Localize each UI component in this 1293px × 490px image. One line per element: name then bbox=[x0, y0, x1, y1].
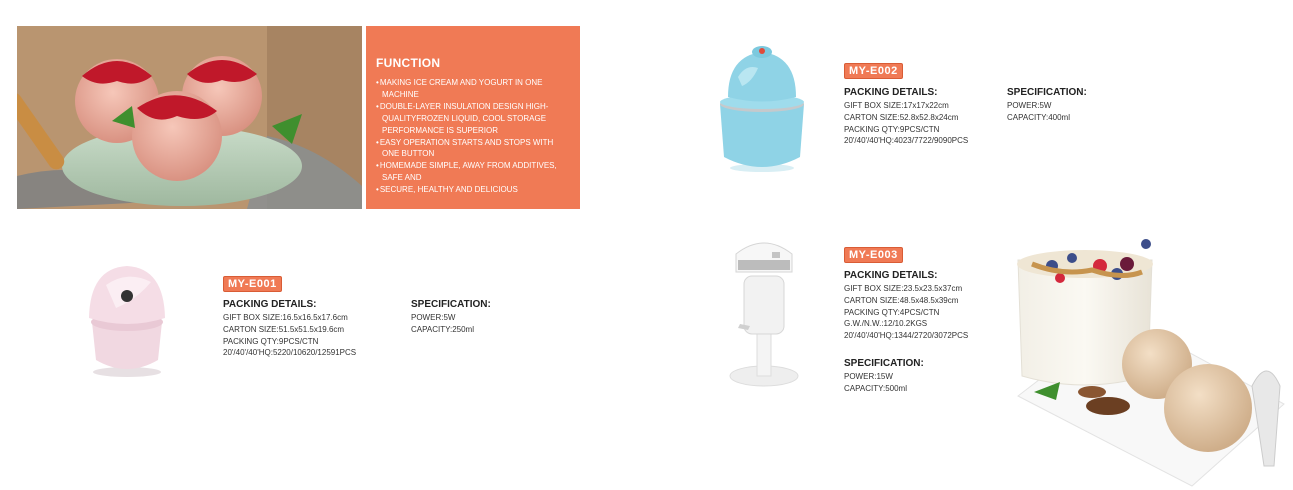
packing-line: CARTON SIZE:52.8x52.8x24cm bbox=[844, 112, 959, 122]
packing-details-heading: PACKING DETAILS: bbox=[223, 299, 317, 310]
spec-line: POWER:5W bbox=[1007, 101, 1052, 110]
packing-line: CARTON SIZE:51.5x51.5x19.6cm bbox=[223, 324, 345, 334]
function-panel bbox=[366, 26, 580, 209]
spec-line: POWER:15W bbox=[844, 372, 893, 381]
packing-line: GIFT BOX SIZE:23.5x23.5x37cm bbox=[844, 284, 963, 293]
packing-line: 20'/40'/40'HQ:4023/7722/9090PCS bbox=[844, 136, 969, 146]
packing-line: 20'/40'/40'HQ:5220/10620/12591PCS bbox=[223, 348, 357, 358]
packing-details-e002 bbox=[844, 87, 1004, 147]
specification-e003 bbox=[844, 358, 964, 395]
function-item: • MAKING ICE CREAM AND YOGURT IN ONE MACHINE bbox=[376, 77, 570, 101]
function-title: FUNCTION bbox=[376, 56, 441, 70]
packing-line: G.W./N.W.:12/10.2KGS bbox=[844, 319, 928, 329]
model-badge-e003: MY-E003 bbox=[844, 247, 903, 263]
packing-line: PACKING QTY:9PCS/CTN bbox=[844, 124, 940, 134]
spec-line: CAPACITY:250ml bbox=[411, 324, 474, 334]
specification-heading: SPECIFICATION: bbox=[844, 358, 924, 369]
packing-line: PACKING QTY:4PCS/CTN bbox=[844, 307, 940, 317]
packing-details-e001 bbox=[223, 299, 403, 359]
product-image-e003 bbox=[728, 232, 800, 390]
model-badge-e001: MY-E001 bbox=[223, 276, 282, 292]
packing-line: CARTON SIZE:48.5x48.5x39cm bbox=[844, 295, 959, 305]
function-item: • DOUBLE-LAYER INSULATION DESIGN HIGH-QUALITYFROZEN LIQUID, COOL STORAGE PERFORMANCE IS SUPERIOR bbox=[376, 101, 570, 137]
hero-ice-cream-photo bbox=[17, 26, 362, 209]
specification-e001 bbox=[411, 299, 531, 336]
specification-heading: SPECIFICATION: bbox=[1007, 87, 1087, 98]
product-image-e001 bbox=[76, 260, 178, 380]
function-item: • EASY OPERATION STARTS AND STOPS WITH ONE BUTTON bbox=[376, 137, 570, 161]
packing-line: 20'/40'/40'HQ:1344/2720/3072PCS bbox=[844, 331, 969, 341]
spec-line: POWER:5W bbox=[411, 313, 456, 322]
packing-details-e003 bbox=[844, 270, 1014, 342]
dessert-photo bbox=[1012, 236, 1287, 488]
packing-details-heading: PACKING DETAILS: bbox=[844, 87, 938, 98]
packing-details-heading: PACKING DETAILS: bbox=[844, 270, 938, 281]
spec-line: CAPACITY:400ml bbox=[1007, 112, 1070, 122]
function-item: • SECURE, HEALTHY AND DELICIOUS bbox=[376, 184, 570, 196]
model-badge-e002: MY-E002 bbox=[844, 63, 903, 79]
function-item: • HOMEMADE SIMPLE, AWAY FROM ADDITIVES, SAFE AND bbox=[376, 160, 570, 184]
specification-heading: SPECIFICATION: bbox=[411, 299, 491, 310]
specification-e002 bbox=[1007, 87, 1127, 124]
spec-line: CAPACITY:500ml bbox=[844, 383, 907, 393]
packing-line: GIFT BOX SIZE:16.5x16.5x17.6cm bbox=[223, 313, 348, 322]
packing-line: GIFT BOX SIZE:17x17x22cm bbox=[844, 101, 949, 110]
product-image-e002 bbox=[716, 42, 808, 174]
function-list bbox=[376, 77, 570, 196]
packing-line: PACKING QTY:9PCS/CTN bbox=[223, 336, 319, 346]
